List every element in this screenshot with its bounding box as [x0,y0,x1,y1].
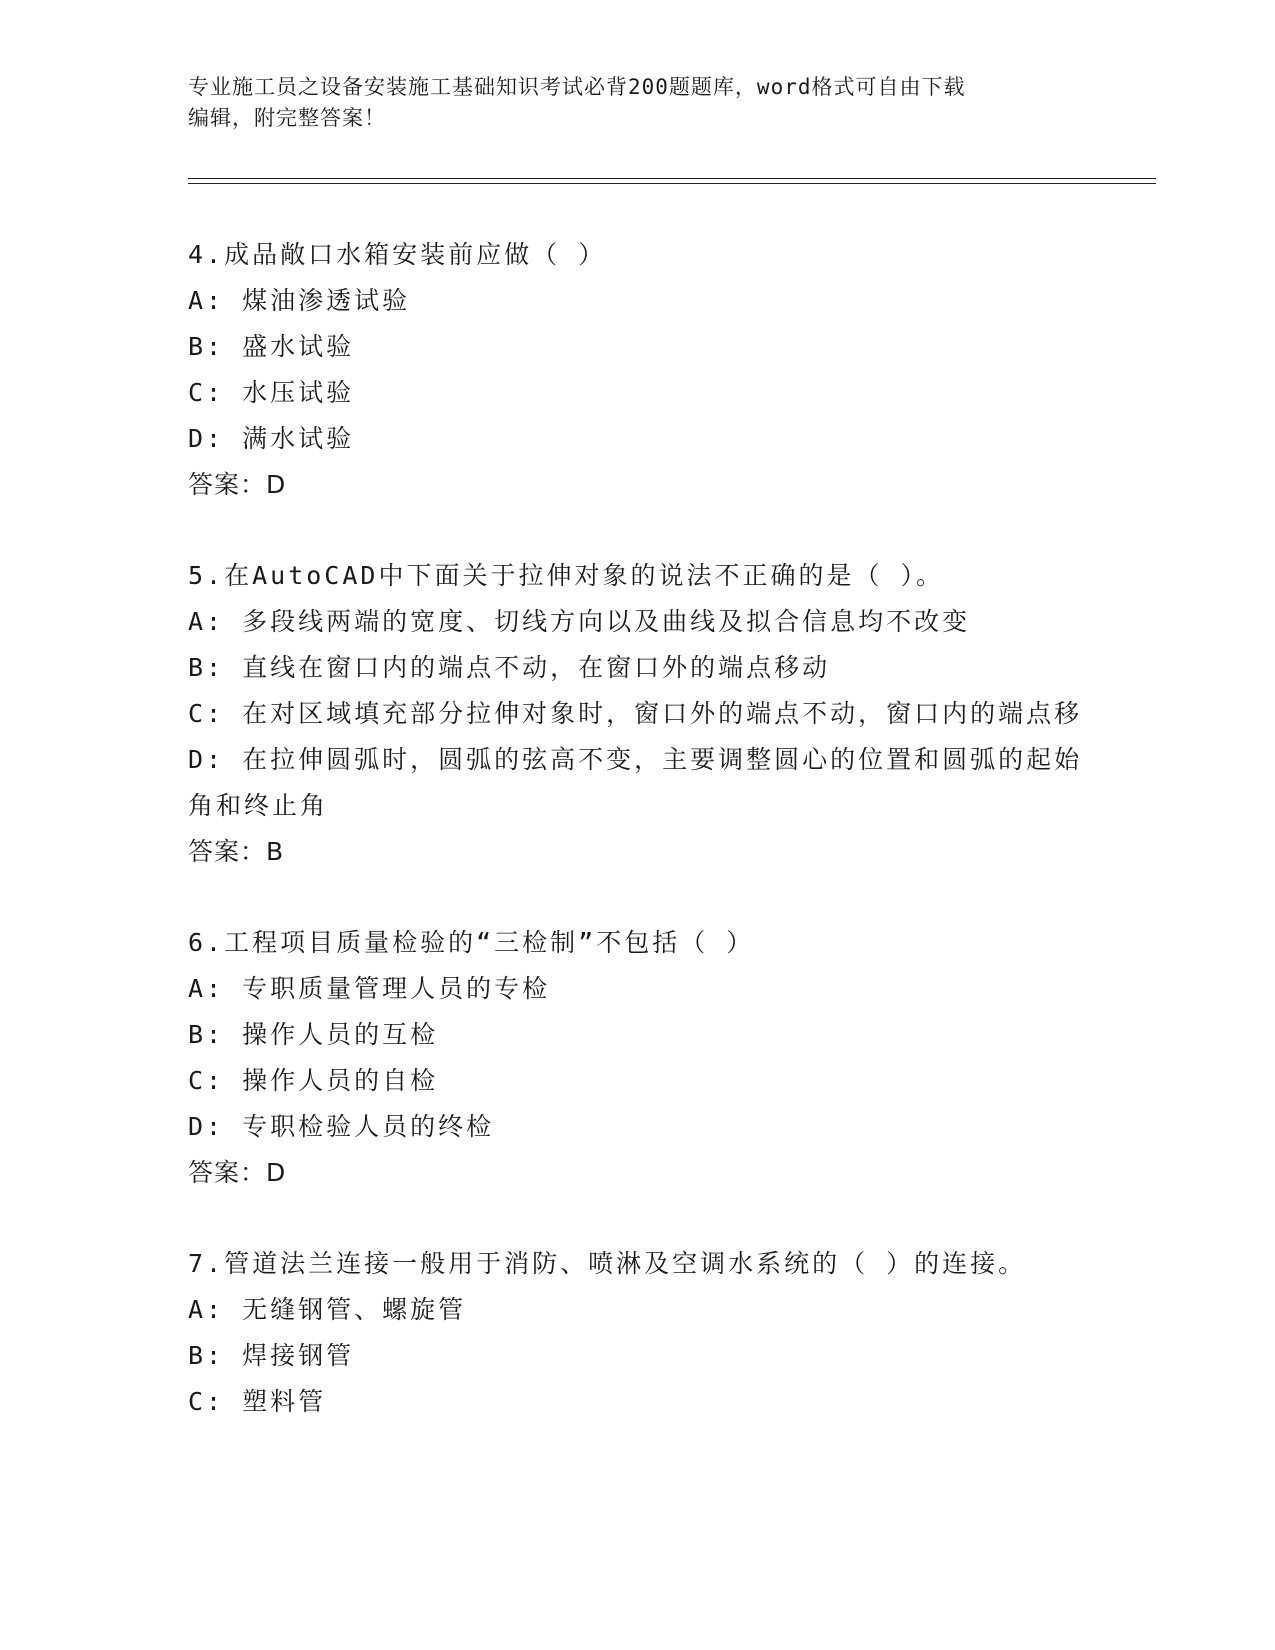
question-list [188,232,1088,1470]
question-7 [188,1241,1088,1425]
question-stem: 6.工程项目质量检验的“三检制”不包括（ ） [188,928,755,957]
header-divider-top [188,178,1156,179]
header-line-1: 专业施工员之设备安装施工基础知识考试必背200题题库，word格式可自由下载 [188,75,966,99]
option-d: D: 满水试验 [188,424,355,453]
question-stem: 4.成品敞口水箱安装前应做（ ） [188,240,607,269]
question-5 [188,553,1088,875]
option-b: B: 盛水试验 [188,332,355,361]
question-6 [188,920,1088,1196]
answer: 答案：D [188,470,287,499]
document-header [188,72,1088,134]
answer: 答案：B [188,837,285,866]
option-c: C: 在对区域填充部分拉伸对象时，窗口外的端点不动，窗口内的端点移 [188,699,1083,728]
option-a: A: 多段线两端的宽度、切线方向以及曲线及拟合信息均不改变 [188,607,971,636]
answer: 答案：D [188,1158,287,1187]
option-d: D: 在拉伸圆弧时，圆弧的弦高不变，主要调整圆心的位置和圆弧的起始角和终止角 [188,745,1083,820]
option-b: B: 焊接钢管 [188,1341,355,1370]
option-a: A: 专职质量管理人员的专检 [188,974,551,1003]
option-b: B: 操作人员的互检 [188,1020,439,1049]
header-divider-bottom [188,183,1156,184]
header-line-2: 编辑，附完整答案！ [188,106,386,130]
option-b: B: 直线在窗口内的端点不动，在窗口外的端点移动 [188,653,831,682]
option-a: A: 无缝钢管、螺旋管 [188,1295,467,1324]
option-c: C: 塑料管 [188,1387,327,1416]
question-stem: 5.在AutoCAD中下面关于拉伸对象的说法不正确的是（ ）。 [188,561,945,590]
option-d: D: 专职检验人员的终检 [188,1112,495,1141]
question-stem: 7.管道法兰连接一般用于消防、喷淋及空调水系统的（ ）的连接。 [188,1249,1027,1278]
question-4 [188,232,1088,508]
option-c: C: 操作人员的自检 [188,1066,439,1095]
option-c: C: 水压试验 [188,378,355,407]
option-a: A: 煤油渗透试验 [188,286,411,315]
